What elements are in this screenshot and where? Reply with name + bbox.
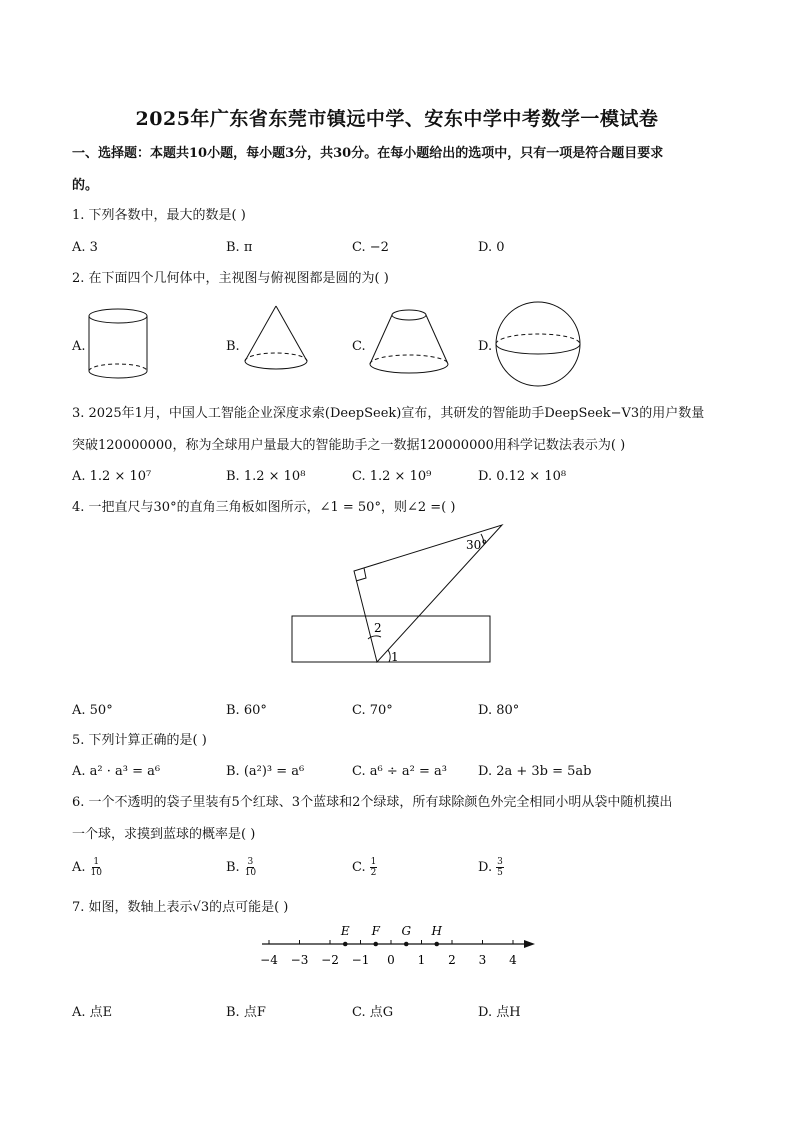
angle-30-label: 30°	[466, 538, 488, 552]
q6-option-a-label: A.	[72, 860, 86, 875]
axis-tick-label: 0	[387, 953, 395, 967]
q4-option-d: D. 80°	[478, 703, 520, 718]
sphere-figure	[492, 298, 584, 390]
axis-tick-label: −3	[290, 953, 309, 967]
axis-tick-label: −4	[260, 953, 278, 967]
q6-option-d	[478, 857, 504, 878]
axis-tick-label: 2	[448, 953, 456, 967]
q4-option-c: C. 70°	[352, 703, 393, 718]
q2-option-b: B.	[226, 339, 240, 354]
q2-option-d: D.	[478, 339, 493, 354]
q6-option-c-fraction	[370, 857, 378, 878]
frustum-figure	[366, 304, 452, 380]
q5-option-b: B. (a²)³ = a⁶	[226, 764, 305, 779]
q6-option-a-fraction	[90, 857, 103, 878]
q5-option-d: D. 2a + 3b = 5ab	[478, 764, 592, 779]
q3-stem-line1: 3. 2025年1月，中国人工智能企业深度求索(DeepSeek)宣布，其研发的智能助手DeepSeek−V3的用户数量	[72, 406, 705, 421]
q5-option-a: A. a² · a³ = a⁶	[72, 764, 161, 779]
q7-option-d: D. 点H	[478, 1005, 521, 1020]
q1-option-b: B. π	[226, 240, 253, 255]
q7-stem: 7. 如图，数轴上表示√3的点可能是( )	[72, 900, 289, 915]
q1-option-c: C. −2	[352, 240, 389, 255]
point-label-e: E	[340, 924, 350, 938]
q6-option-a	[72, 857, 103, 878]
q6-stem-line2: 一个球，求摸到蓝球的概率是( )	[72, 827, 256, 842]
point-h	[434, 942, 439, 947]
q6-d-numerator: 3	[497, 857, 503, 867]
q3-stem-line2: 突破120000000，称为全球用户量最大的智能助手之一数据120000000用科学记数法表示为( )	[72, 438, 626, 453]
q5-stem: 5. 下列计算正确的是( )	[72, 733, 207, 748]
q6-b-denominator: 10	[244, 868, 257, 878]
axis-tick-label: −2	[321, 953, 339, 967]
angle-2-label: 2	[374, 621, 382, 635]
q7-option-b: B. 点F	[226, 1005, 266, 1020]
axis-tick-label: 3	[478, 953, 487, 967]
q6-option-d-fraction	[496, 857, 504, 878]
point-label-g: G	[401, 924, 412, 938]
q6-d-denominator: 5	[497, 868, 503, 878]
axis-tick-label: −1	[351, 953, 370, 967]
q2-stem: 2. 在下面四个几何体中，主视图与俯视图都是圆的为( )	[72, 271, 389, 286]
point-g	[404, 942, 409, 947]
q7-option-a: A. 点E	[72, 1005, 113, 1020]
section-heading: 一、选择题：本题共10小题，每小题3分，共30分。在每小题给出的选项中，只有一项是符合题目要求	[72, 146, 664, 161]
q3-option-b: B. 1.2 × 10⁸	[226, 469, 306, 484]
q6-c-numerator: 1	[370, 857, 377, 867]
q1-option-d: D. 0	[478, 240, 505, 255]
q6-option-d-label: D.	[478, 860, 493, 875]
q2-option-c: C.	[352, 339, 366, 354]
q3-option-d: D. 0.12 × 10⁸	[478, 469, 567, 484]
page-title: 2025年广东省东莞市镇远中学、安东中学中考数学一模试卷	[135, 108, 659, 130]
axis-tick-label: 4	[509, 953, 517, 967]
q2-option-a: A.	[72, 339, 86, 354]
cone-figure	[240, 300, 316, 380]
point-label-h: H	[431, 924, 442, 938]
point-label-f: F	[371, 924, 380, 938]
q4-stem: 4. 一把直尺与30°的直角三角板如图所示，∠1 = 50°，则∠2 =( )	[72, 500, 456, 515]
cylinder-figure	[86, 304, 156, 384]
q6-c-denominator: 2	[370, 868, 377, 878]
q6-stem-line1: 6. 一个不透明的袋子里装有5个红球、3个蓝球和2个绿球，所有球除颜色外完全相同小明从袋中随机摸出	[72, 795, 673, 810]
section-heading-cont: 的。	[72, 178, 99, 193]
q6-b-numerator: 3	[247, 857, 254, 867]
q4-option-a: A. 50°	[72, 703, 113, 718]
q6-a-denominator: 10	[90, 868, 102, 878]
q5-option-c: C. a⁶ ÷ a² = a³	[352, 764, 447, 779]
axis-arrow-icon	[524, 940, 535, 948]
q1-stem: 1. 下列各数中，最大的数是( )	[72, 208, 246, 223]
q6-option-b-label: B.	[226, 860, 240, 875]
q6-option-c	[352, 857, 377, 878]
axis-tick-label: 1	[417, 953, 426, 967]
point-f	[373, 942, 378, 947]
ruler-triangle-figure	[288, 522, 508, 668]
q6-option-b-fraction	[244, 857, 257, 878]
q1-option-a: A. 3	[72, 240, 98, 255]
q3-option-c: C. 1.2 × 10⁹	[352, 469, 432, 484]
angle-1-label: 1	[391, 650, 399, 664]
point-e	[343, 942, 348, 947]
q4-option-b: B. 60°	[226, 703, 267, 718]
q6-option-c-label: C.	[352, 860, 366, 875]
number-line-figure	[252, 920, 552, 972]
q3-option-a: A. 1.2 × 10⁷	[72, 469, 152, 484]
q6-a-numerator: 1	[93, 857, 100, 867]
q7-option-c: C. 点G	[352, 1005, 394, 1020]
q6-option-b	[226, 857, 257, 878]
